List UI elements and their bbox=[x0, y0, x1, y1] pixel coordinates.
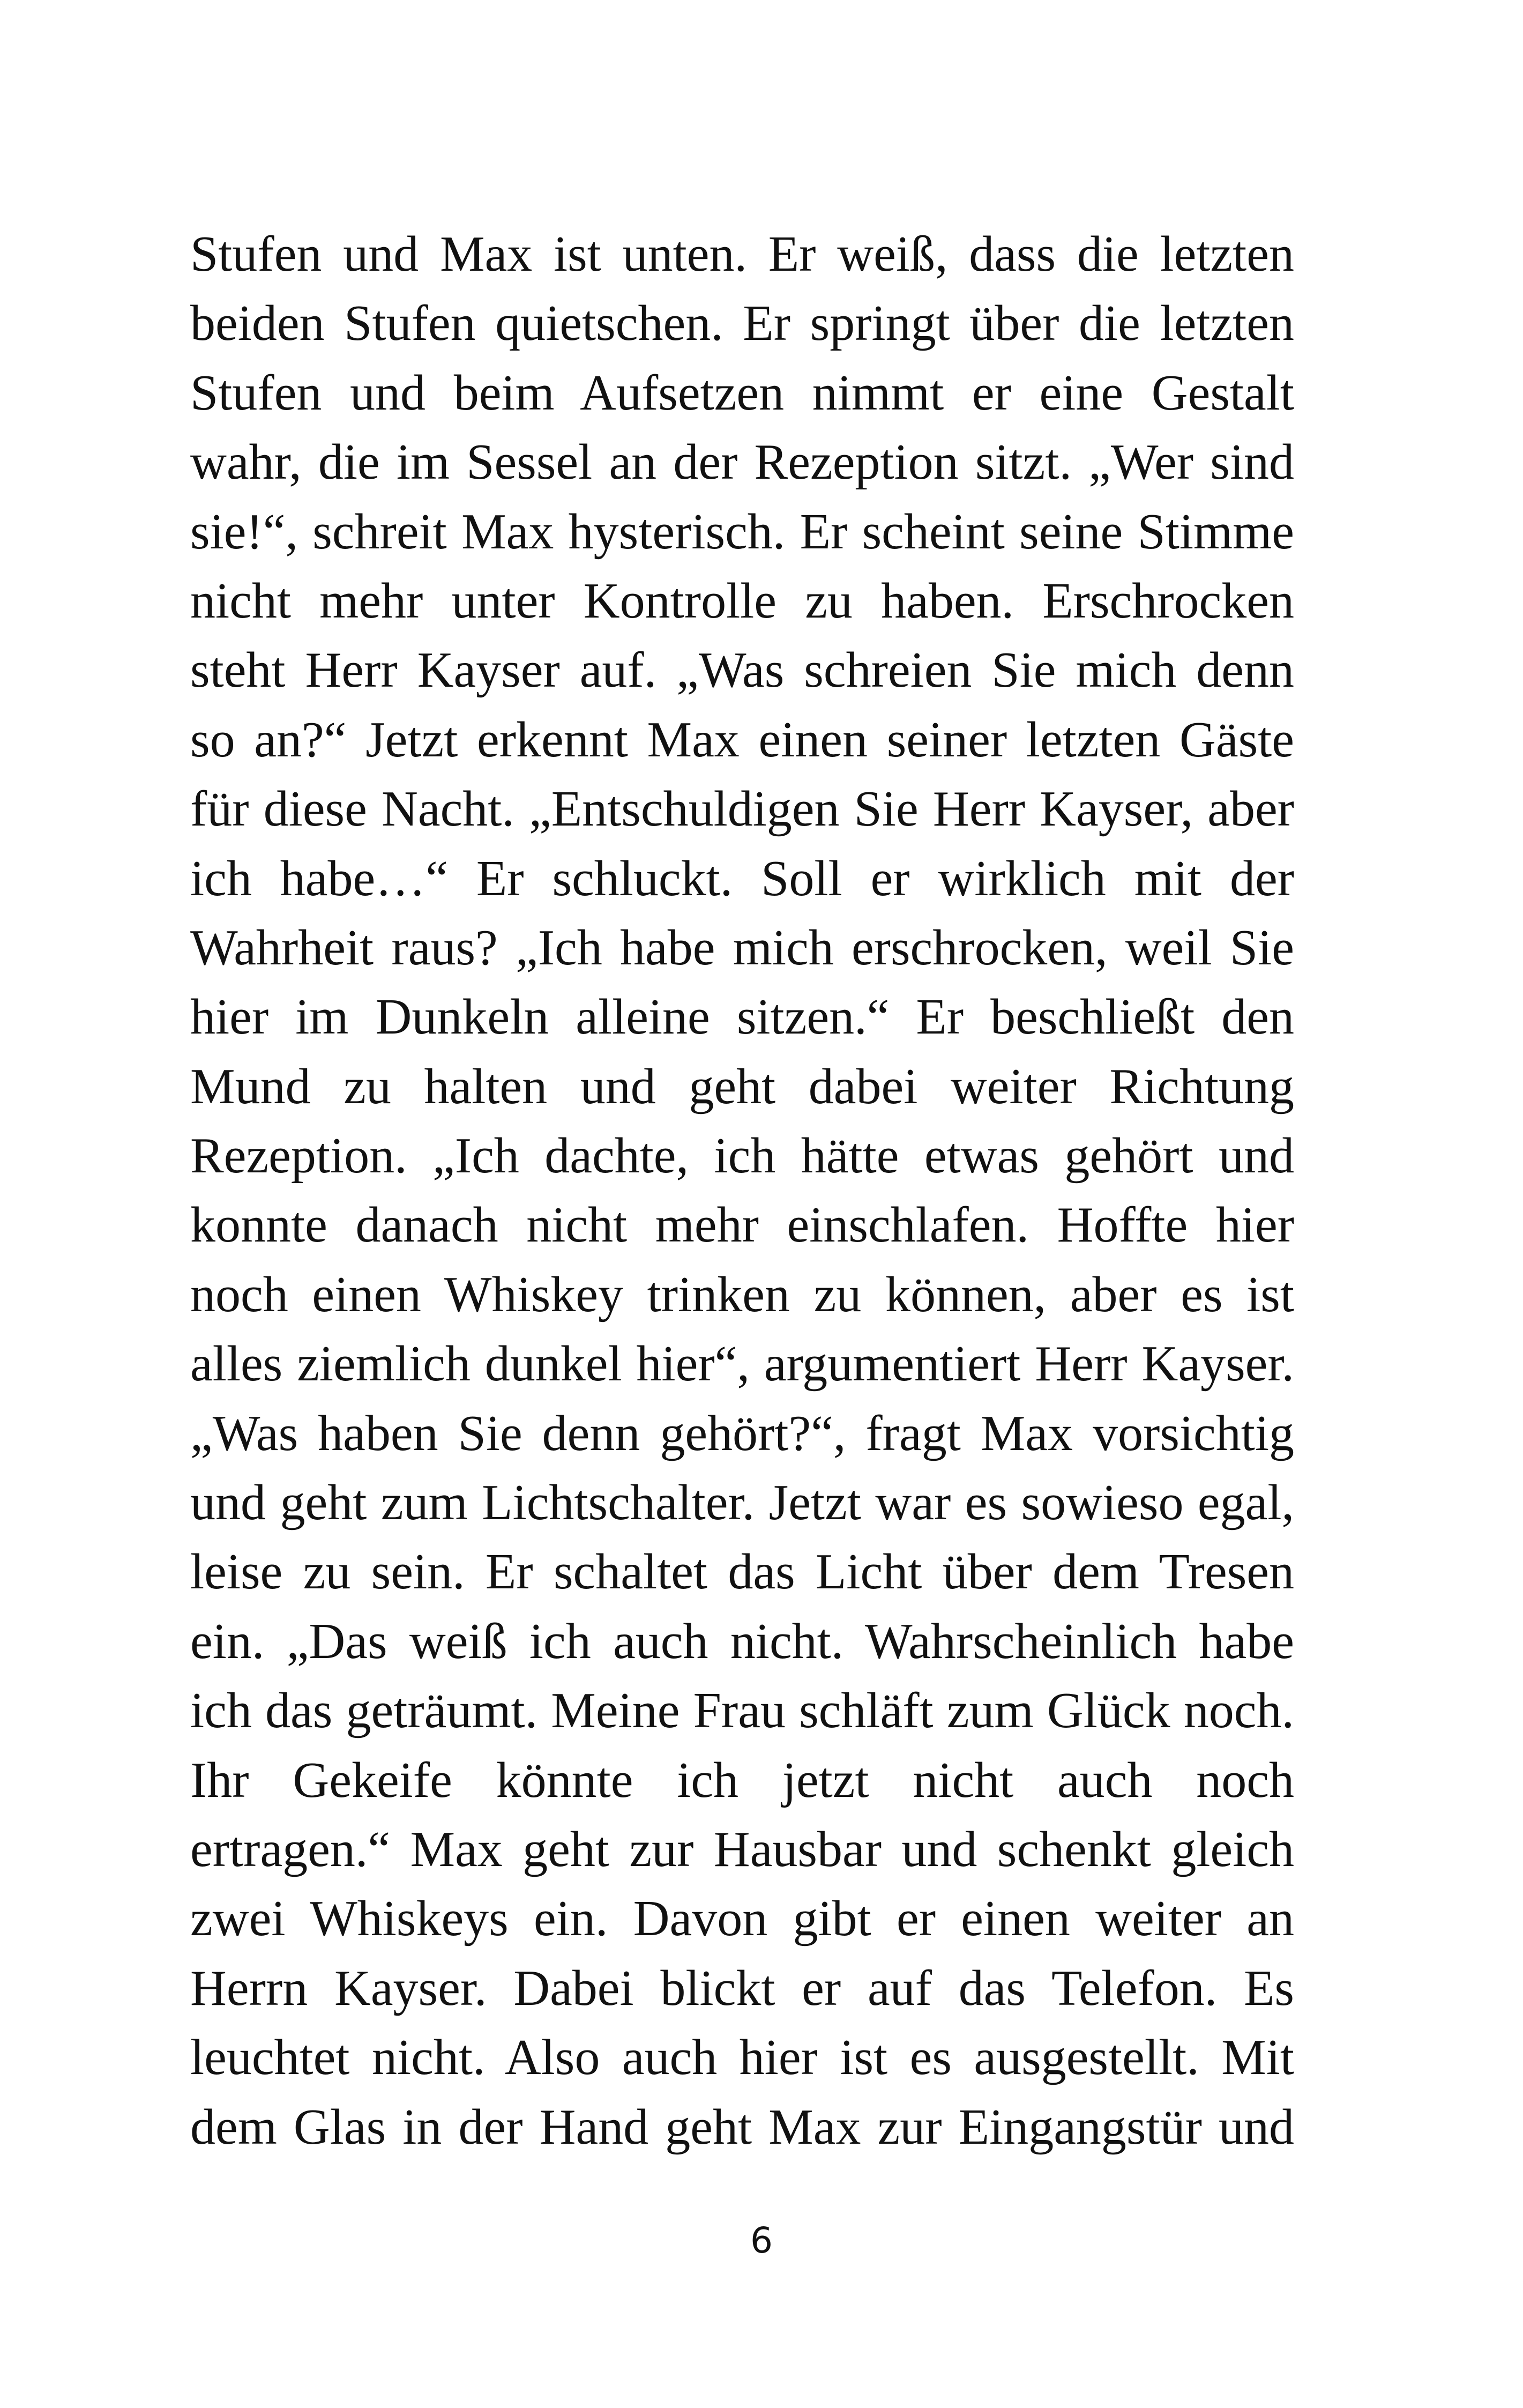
text-line: ein. „Das weiß ich auch nicht. Wahrscheinlich habe bbox=[190, 1613, 1294, 1669]
text-line: für diese Nacht. „Entschuldigen Sie Herr Kayser, aber bbox=[190, 781, 1294, 837]
text-line: Stufen und beim Aufsetzen nimmt er eine Gestalt bbox=[190, 365, 1294, 421]
text-line: noch einen Whiskey trinken zu können, aber es ist bbox=[190, 1266, 1294, 1322]
text-line: und geht zum Lichtschalter. Jetzt war es sowieso egal, bbox=[190, 1475, 1294, 1531]
text-line: „Was haben Sie denn gehört?“, fragt Max vorsichtig bbox=[190, 1405, 1294, 1461]
text-line: wahr, die im Sessel an der Rezeption sitzt. „Wer sind bbox=[190, 434, 1294, 490]
text-line: Ihr Gekeife könnte ich jetzt nicht auch noch bbox=[190, 1752, 1294, 1808]
text-line: dem Glas in der Hand geht Max zur Eingangstür und bbox=[190, 2099, 1294, 2155]
text-line: ich habe…“ Er schluckt. Soll er wirklich mit der bbox=[190, 850, 1294, 906]
text-line: Mund zu halten und geht dabei weiter Richtung bbox=[190, 1058, 1294, 1114]
text-line: hier im Dunkeln alleine sitzen.“ Er beschließt den bbox=[190, 989, 1294, 1045]
text-line: Wahrheit raus? „Ich habe mich erschrocken, weil Sie bbox=[190, 919, 1294, 976]
text-line: konnte danach nicht mehr einschlafen. Hoffte hier bbox=[190, 1197, 1294, 1253]
text-line: steht Herr Kayser auf. „Was schreien Sie mich denn bbox=[190, 642, 1294, 698]
body-text bbox=[190, 220, 1294, 2162]
text-line: leuchtet nicht. Also auch hier ist es ausgestellt. Mit bbox=[190, 2030, 1294, 2086]
text-line: ich das geträumt. Meine Frau schläft zum Glück noch. bbox=[190, 1683, 1294, 1739]
page-number: 6 bbox=[750, 2220, 773, 2261]
text-line: nicht mehr unter Kontrolle zu haben. Erschrocken bbox=[190, 573, 1294, 629]
text-line: sie!“, schreit Max hysterisch. Er scheint seine Stimme bbox=[190, 503, 1294, 560]
text-line: Herrn Kayser. Dabei blickt er auf das Telefon. Es bbox=[190, 1960, 1294, 2016]
text-line: Rezeption. „Ich dachte, ich hätte etwas gehört und bbox=[190, 1128, 1294, 1184]
text-line: so an?“ Jetzt erkennt Max einen seiner letzten Gäste bbox=[190, 711, 1294, 768]
text-line: Stufen und Max ist unten. Er weiß, dass die letzten bbox=[190, 226, 1294, 282]
text-line: alles ziemlich dunkel hier“, argumentiert Herr Kayser. bbox=[190, 1336, 1294, 1392]
text-line: ertragen.“ Max geht zur Hausbar und schenkt gleich bbox=[190, 1821, 1294, 1877]
text-line: beiden Stufen quietschen. Er springt über die letzten bbox=[190, 295, 1294, 352]
text-line: zwei Whiskeys ein. Davon gibt er einen weiter an bbox=[190, 1891, 1294, 1947]
text-line: leise zu sein. Er schaltet das Licht über dem Tresen bbox=[190, 1544, 1294, 1600]
